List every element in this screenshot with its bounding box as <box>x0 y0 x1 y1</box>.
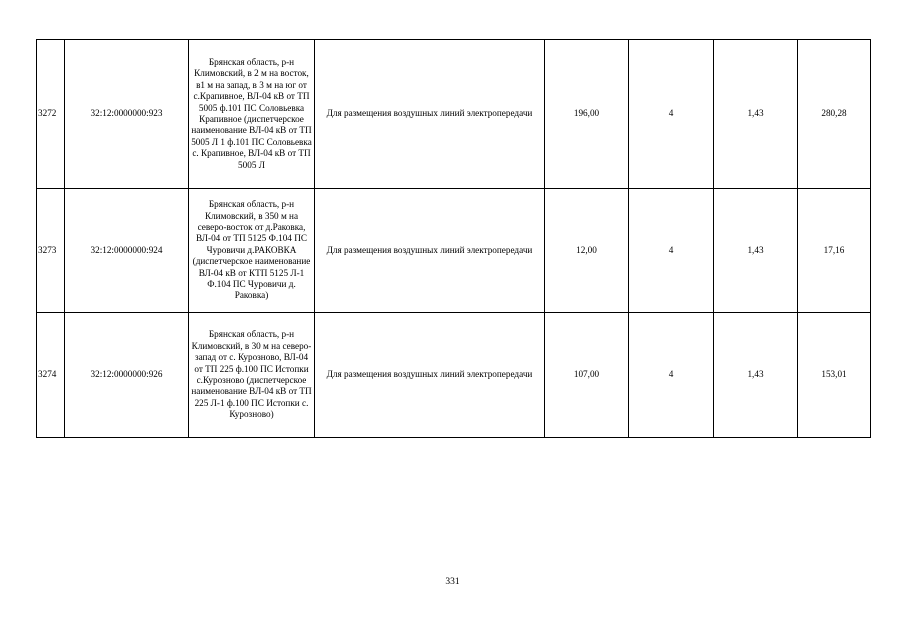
total-value: 17,16 <box>798 189 871 313</box>
cadastral-number: 32:12:0000000:924 <box>65 189 189 313</box>
table-row <box>37 189 871 313</box>
table-row <box>37 40 871 189</box>
area-value: 196,00 <box>545 40 629 189</box>
column-7-value: 1,43 <box>714 40 798 189</box>
location-address: Брянская область, р-н Климовский, в 30 м на северо-запад от с. Курозново, ВЛ-04 от ТП 225 ф.100 ПС Истопки с.Курозново (диспетчерское наименование ВЛ-04 кВ от ТП 225 Л-1 ф.100 ПС Истопки с. Курозново) <box>189 313 315 438</box>
land-registry-table <box>36 39 871 438</box>
column-6-value: 4 <box>629 189 714 313</box>
row-number: 3273 <box>37 189 65 313</box>
location-address: Брянская область, р-н Климовский, в 350 м на северо-восток от д.Раковка, ВЛ-04 от ТП 5125 Ф.104 ПС Чуровичи д.РАКОВКА (диспетчерское наименование ВЛ-04 кВ от КТП 5125 Л-1 Ф.104 ПС Чуровичи д. Раковка) <box>189 189 315 313</box>
land-purpose: Для размещения воздушных линий электропередачи <box>315 313 545 438</box>
column-6-value: 4 <box>629 313 714 438</box>
area-value: 12,00 <box>545 189 629 313</box>
page-number: 331 <box>445 577 460 587</box>
total-value: 280,28 <box>798 40 871 189</box>
cadastral-number: 32:12:0000000:923 <box>65 40 189 189</box>
location-address: Брянская область, р-н Климовский, в 2 м на восток, в1 м на запад, в 3 м на юг от с.Крапивное, ВЛ-04 кВ от ТП 5005 ф.101 ПС Соловьевка Крапивное (диспетчерское наименование ВЛ-04 кВ от ТП 5005 Л 1 ф.101 ПС Соловьевка с. Крапивное, ВЛ-04 кВ от ТП 5005 Л <box>189 40 315 189</box>
column-7-value: 1,43 <box>714 189 798 313</box>
land-purpose: Для размещения воздушных линий электропередачи <box>315 40 545 189</box>
total-value: 153,01 <box>798 313 871 438</box>
land-purpose: Для размещения воздушных линий электропередачи <box>315 189 545 313</box>
area-value: 107,00 <box>545 313 629 438</box>
cadastral-number: 32:12:0000000:926 <box>65 313 189 438</box>
column-6-value: 4 <box>629 40 714 189</box>
row-number: 3272 <box>37 40 65 189</box>
table-row <box>37 313 871 438</box>
row-number: 3274 <box>37 313 65 438</box>
column-7-value: 1,43 <box>714 313 798 438</box>
